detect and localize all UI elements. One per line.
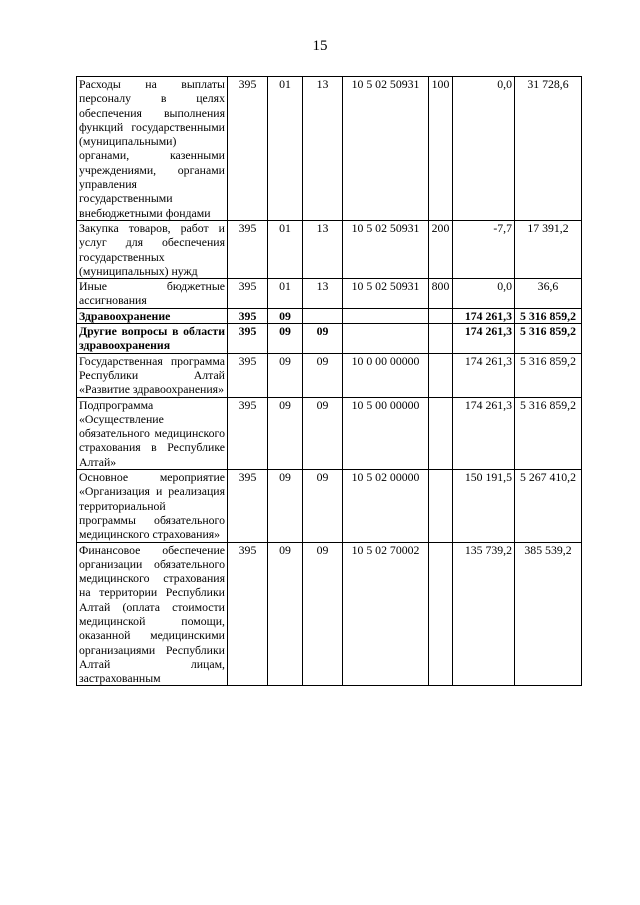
amount-change-cell: -7,7 [453,220,515,278]
subsection-code-cell: 13 [303,77,343,221]
subsection-code-cell: 13 [303,220,343,278]
target-article-cell: 10 5 02 50931 [343,220,429,278]
expense-type-cell [429,397,453,469]
section-code-cell: 01 [268,279,303,309]
amount-change-cell: 174 261,3 [453,397,515,469]
budget-table-body [77,77,582,686]
table-row [77,353,582,397]
amount-total-cell: 5 316 859,2 [515,308,582,323]
target-article-cell [343,324,429,354]
amount-total-cell: 36,6 [515,279,582,309]
expense-type-cell [429,353,453,397]
target-article-cell: 10 5 02 50931 [343,77,429,221]
item-name-cell: Здравоохранение [77,308,228,323]
target-article-cell [343,308,429,323]
subsection-code-cell [303,308,343,323]
page-number: 15 [312,38,328,54]
item-name-cell: Закупка товаров, работ и услуг для обеспечения государственных (муниципальных) нужд [77,220,228,278]
subsection-code-cell: 13 [303,279,343,309]
amount-change-cell: 174 261,3 [453,324,515,354]
subsection-code-cell: 09 [303,397,343,469]
item-name-cell: Подпрограмма «Осуществление обязательного медицинского страхования в Республике Алтай» [77,397,228,469]
item-name-cell: Финансовое обеспечение организации обязательного медицинского страхования на территории Республики Алтай (оплата стоимости медицинской помощи, оказанной медицинскими организациями Республики Алтай лицам, застрахованным [77,542,228,686]
target-article-cell: 10 5 02 00000 [343,470,429,542]
item-name-cell: Государственная программа Республики Алтай «Развитие здравоохранения» [77,353,228,397]
amount-total-cell: 5 316 859,2 [515,397,582,469]
amount-change-cell: 135 739,2 [453,542,515,686]
section-code-cell: 09 [268,470,303,542]
amount-total-cell: 5 316 859,2 [515,353,582,397]
grbs-code-cell: 395 [228,353,268,397]
amount-change-cell: 174 261,3 [453,308,515,323]
amount-total-cell: 17 391,2 [515,220,582,278]
expense-type-cell: 100 [429,77,453,221]
amount-total-cell: 385 539,2 [515,542,582,686]
item-name-cell: Расходы на выплаты персоналу в целях обеспечения выполнения функций государственными (муниципальными) органами, казенными учреждениями, органами управления государственными внебюджетными фондами [77,77,228,221]
item-name-cell: Другие вопросы в области здравоохранения [77,324,228,354]
budget-table [76,76,582,686]
subsection-code-cell: 09 [303,542,343,686]
subsection-code-cell: 09 [303,470,343,542]
table-row [77,397,582,469]
subsection-code-cell: 09 [303,324,343,354]
amount-change-cell: 0,0 [453,77,515,221]
amount-total-cell: 5 267 410,2 [515,470,582,542]
grbs-code-cell: 395 [228,324,268,354]
section-code-cell: 09 [268,397,303,469]
table-row [77,542,582,686]
grbs-code-cell: 395 [228,397,268,469]
section-code-cell: 09 [268,353,303,397]
grbs-code-cell: 395 [228,220,268,278]
amount-change-cell: 0,0 [453,279,515,309]
subsection-code-cell: 09 [303,353,343,397]
expense-type-cell [429,470,453,542]
table-row [77,324,582,354]
table-row [77,77,582,221]
section-code-cell: 01 [268,77,303,221]
amount-total-cell: 5 316 859,2 [515,324,582,354]
table-row [77,279,582,309]
grbs-code-cell: 395 [228,542,268,686]
table-row [77,220,582,278]
target-article-cell: 10 0 00 00000 [343,353,429,397]
section-code-cell: 09 [268,308,303,323]
amount-change-cell: 174 261,3 [453,353,515,397]
target-article-cell: 10 5 02 70002 [343,542,429,686]
amount-change-cell: 150 191,5 [453,470,515,542]
amount-total-cell: 31 728,6 [515,77,582,221]
item-name-cell: Основное мероприятие «Организация и реализация территориальной программы обязательного медицинского страхования» [77,470,228,542]
grbs-code-cell: 395 [228,77,268,221]
expense-type-cell: 800 [429,279,453,309]
target-article-cell: 10 5 02 50931 [343,279,429,309]
grbs-code-cell: 395 [228,470,268,542]
section-code-cell: 09 [268,542,303,686]
expense-type-cell [429,308,453,323]
item-name-cell: Иные бюджетные ассигнования [77,279,228,309]
table-row [77,308,582,323]
section-code-cell: 09 [268,324,303,354]
section-code-cell: 01 [268,220,303,278]
expense-type-cell: 200 [429,220,453,278]
grbs-code-cell: 395 [228,308,268,323]
expense-type-cell [429,542,453,686]
target-article-cell: 10 5 00 00000 [343,397,429,469]
grbs-code-cell: 395 [228,279,268,309]
table-row [77,470,582,542]
expense-type-cell [429,324,453,354]
